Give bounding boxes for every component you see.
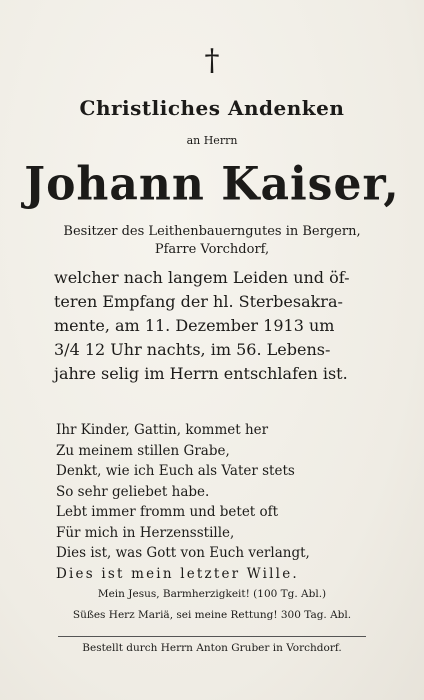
poem-line: Denkt, wie ich Euch als Vater stets bbox=[56, 463, 295, 479]
prayer-line: Mein Jesus, Barmherzigkeit! (100 Tg. Abl.) bbox=[97, 588, 327, 600]
poem-line: Für mich in Herzensstille, bbox=[56, 524, 235, 541]
prayer-block bbox=[0, 584, 424, 626]
deceased-name: Johann Kaiser, bbox=[24, 157, 400, 212]
poem-line: Dies ist mein letzter Wille. bbox=[56, 565, 299, 582]
poem-line: Lebt immer fromm und betet oft bbox=[56, 504, 279, 520]
death-notice-text bbox=[54, 266, 394, 386]
poem-line: Zu meinem stillen Grabe, bbox=[56, 442, 230, 459]
card-subheading: an Herrn bbox=[186, 134, 238, 147]
notice-line: 3/4 12 Uhr nachts, im 56. Lebens- bbox=[54, 340, 331, 359]
footer-divider bbox=[58, 636, 366, 637]
card-heading: Christliches Andenken bbox=[79, 96, 345, 120]
cross-icon: † bbox=[204, 43, 220, 78]
poem-line: Dies ist, was Gott von Euch verlangt, bbox=[56, 545, 310, 561]
prayer-line: Süßes Herz Mariä, sei meine Rettung! 300 Tag. Abl. bbox=[72, 609, 352, 621]
poem-line: So sehr geliebet habe. bbox=[56, 483, 210, 500]
poem-line: Ihr Kinder, Gattin, kommet her bbox=[56, 422, 269, 438]
notice-line: welcher nach langem Leiden und öf- bbox=[54, 268, 350, 287]
occupation-block bbox=[0, 223, 424, 259]
memorial-poem bbox=[56, 420, 310, 584]
occupation-line: Pfarre Vorchdorf, bbox=[154, 242, 270, 257]
notice-line: teren Empfang der hl. Sterbesakra- bbox=[54, 292, 343, 311]
notice-line: jahre selig im Herrn entschlafen ist. bbox=[54, 364, 348, 383]
printer-credit: Bestellt durch Herrn Anton Gruber in Vorchdorf. bbox=[82, 642, 342, 654]
notice-line: mente, am 11. Dezember 1913 um bbox=[54, 316, 335, 335]
occupation-line: Besitzer des Leithenbauerngutes in Bergern, bbox=[63, 224, 361, 239]
